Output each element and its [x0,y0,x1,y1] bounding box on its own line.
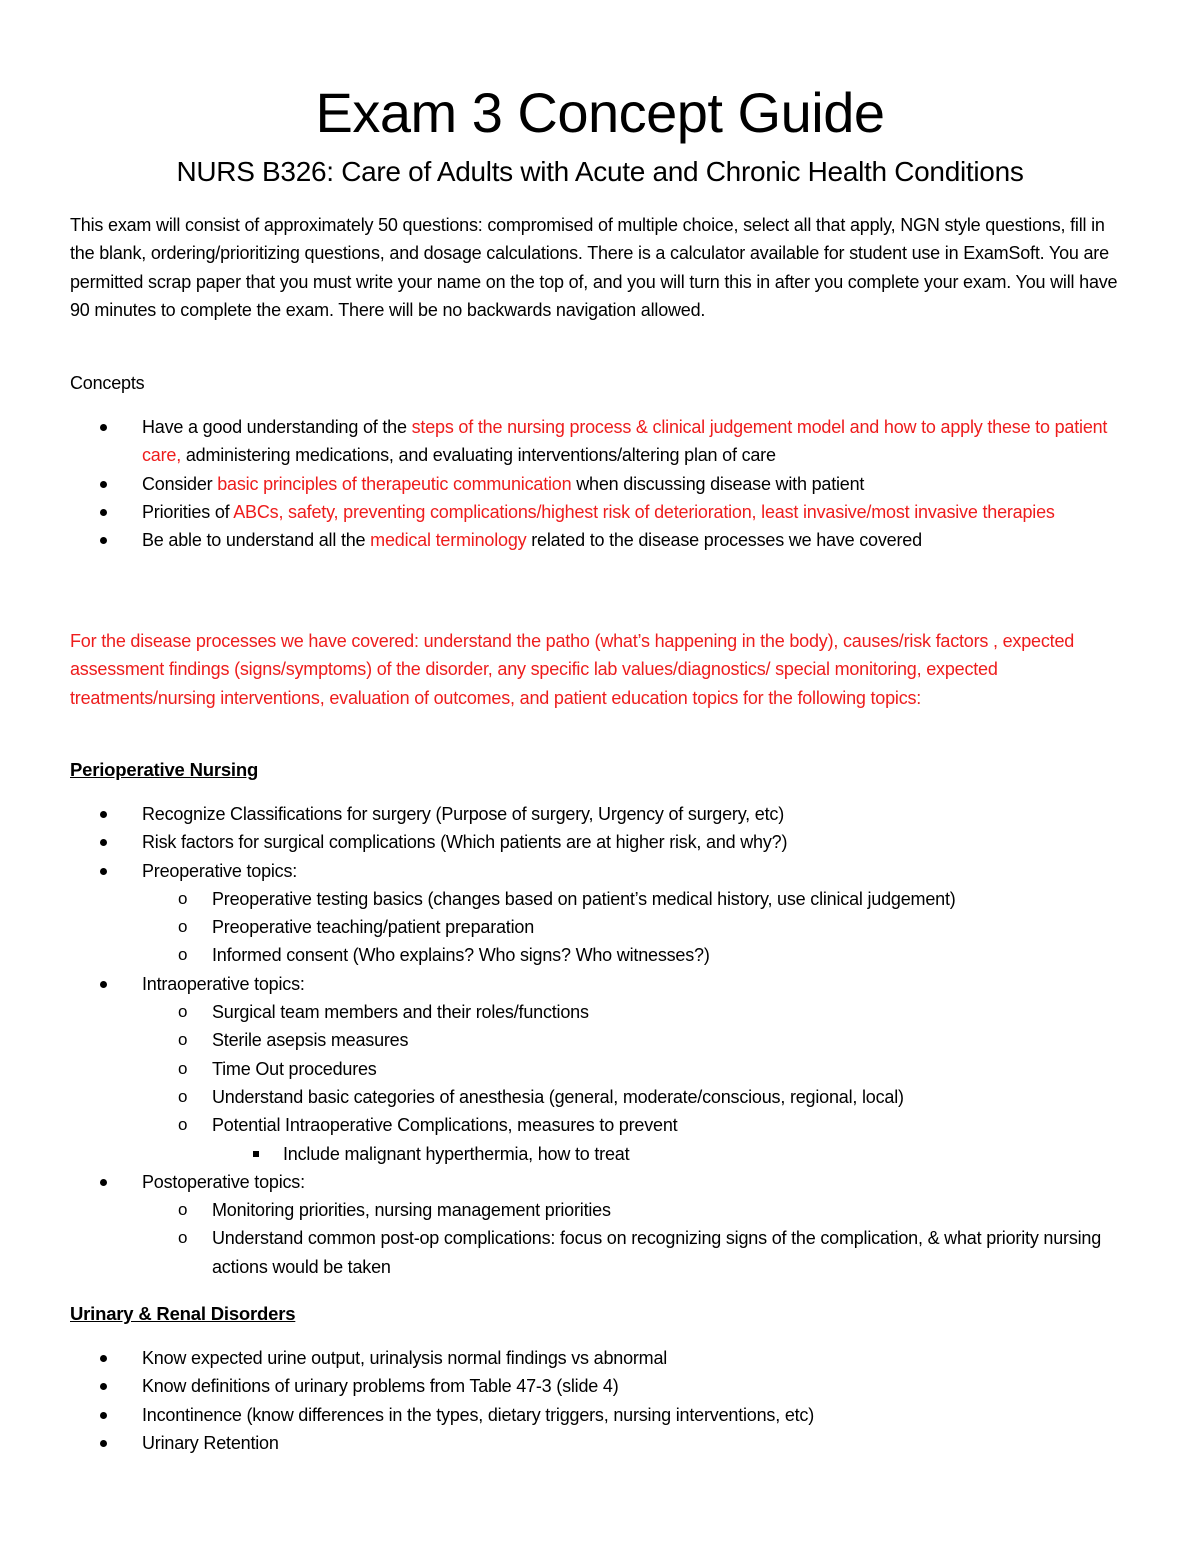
sublist-item-text: Time Out procedures [212,1058,377,1079]
sublist-item [142,1111,1130,1168]
bullet-icon [100,537,107,544]
bullet-icon [100,424,107,431]
bullet-icon [100,509,107,516]
sublist-item-text: Sterile asepsis measures [212,1030,409,1051]
intraoperative-sublist [142,998,1130,1168]
list-item [70,857,1130,970]
list-item [70,1429,1130,1457]
concept-emphasis: medical terminology [370,530,527,551]
circle-bullet-icon: o [178,917,188,937]
subsublist-item-text: Include malignant hyperthermia, how to treat [283,1143,630,1164]
intraoperative-complications-sublist [212,1140,1130,1168]
sublist-item-text: Surgical team members and their roles/functions [212,1002,589,1023]
circle-bullet-icon: o [178,1086,188,1106]
concept-text: Be able to understand all the [142,530,371,551]
concept-emphasis: basic principles of therapeutic communication [217,473,572,494]
concept-item [70,470,1130,498]
concept-text: Priorities of [142,501,234,522]
list-item-text: Incontinence (know differences in the types, dietary triggers, nursing interventions, etc) [142,1404,815,1425]
document-title: Exam 3 Concept Guide [315,81,885,144]
concept-text: administering medications, and evaluating interventions/altering plan of care [181,445,776,466]
sublist-item-text: Potential Intraoperative Complications, measures to prevent [212,1115,678,1136]
bullet-icon [100,1383,107,1390]
preoperative-sublist [142,885,1130,970]
concept-emphasis: ABCs, safety, preventing complications/highest risk of deterioration, least invasive/most invasive therapies [233,501,1055,522]
section-heading-perioperative: Perioperative Nursing [70,759,259,780]
sublist-item-text: Preoperative teaching/patient preparation [212,917,535,938]
concept-text: when discussing disease with patient [571,473,865,494]
bullet-icon [100,1412,107,1419]
sublist-item [142,998,1130,1026]
sublist-item [142,885,1130,913]
sublist-item-text: Monitoring priorities, nursing management priorities [212,1200,611,1221]
sublist-item-text: Understand common post-op complications: focus on recognizing signs of the complication, & what priority nursing actions would be taken [212,1228,1102,1277]
concept-emphasis: steps of the nursing process & clinical judgement model and how to apply these to patient care, [142,417,1108,466]
sublist-item [142,1196,1130,1224]
list-item-text: Urinary Retention [142,1432,279,1453]
sublist-item [142,1083,1130,1111]
bullet-icon [100,868,107,875]
bullet-icon [100,811,107,818]
concept-item [70,413,1130,470]
concept-item [70,498,1130,526]
concepts-list [70,413,1130,554]
list-item [70,828,1130,856]
circle-bullet-icon: o [178,1228,188,1248]
circle-bullet-icon: o [178,1002,188,1022]
sublist-item [142,1224,1130,1281]
sublist-item [142,913,1130,941]
sublist-item [142,1026,1130,1054]
bullet-icon [100,1179,107,1186]
concept-text: Have a good understanding of the [142,417,412,437]
list-item-text: Know expected urine output, urinalysis normal findings vs abnormal [142,1348,668,1368]
square-bullet-icon [253,1151,259,1157]
sublist-item-text: Preoperative testing basics (changes based on patient’s medical history, use clinical judgement) [212,888,956,909]
list-item [70,800,1130,828]
list-item [70,1401,1130,1429]
list-item-text: Preoperative topics: [142,860,298,881]
list-item-text: Intraoperative topics: [142,973,305,994]
list-item [70,970,1130,1168]
bullet-icon [100,481,107,488]
list-item-text: Risk factors for surgical complications (Which patients are at higher risk, and why?) [142,832,788,853]
circle-bullet-icon: o [178,945,188,965]
disease-process-note: For the disease processes we have covered: understand the patho (what’s happening in the body), causes/risk factors , expected assessment findings (signs/symptoms) of the disorder, any specific lab values/diagnostics/ special monitoring, expected treatments/nursing interventions, evaluation of outcomes, and patient education topics for the following topics: [70,631,1075,708]
bullet-icon [100,1355,107,1362]
list-item-text: Postoperative topics: [142,1171,305,1192]
circle-bullet-icon: o [178,1030,188,1050]
bullet-icon [100,839,107,846]
document-subtitle: NURS B326: Care of Adults with Acute and Chronic Health Conditions [176,156,1024,187]
list-item-text: Recognize Classifications for surgery (Purpose of surgery, Urgency of surgery, etc) [142,804,784,824]
postoperative-sublist [142,1196,1130,1281]
circle-bullet-icon: o [178,1200,188,1220]
circle-bullet-icon: o [178,1115,188,1135]
sublist-item-text: Understand basic categories of anesthesia (general, moderate/conscious, regional, local) [212,1086,904,1107]
sublist-item [142,1055,1130,1083]
intro-paragraph: This exam will consist of approximately 50 questions: compromised of multiple choice, select all that apply, NGN style questions, fill in the blank, ordering/prioritizing questions, and dosage calculations. There is a calculator available for student use in ExamSoft. You are permitted scrap paper that you must write your name on the top of, and you will turn this in after you complete your exam. You will have 90 minutes to complete the exam. There will be no backwards navigation allowed. [70,215,1118,320]
concept-text: Consider [142,473,218,494]
concepts-label: Concepts [70,373,145,393]
concept-item [70,526,1130,554]
section-heading-urinary: Urinary & Renal Disorders [70,1303,296,1324]
bullet-icon [100,1440,107,1447]
concept-text: related to the disease processes we have covered [526,530,922,551]
list-item [70,1372,1130,1400]
list-item [70,1168,1130,1281]
perioperative-list [70,800,1130,1281]
circle-bullet-icon: o [178,888,188,908]
urinary-list [70,1344,1130,1457]
list-item-text: Know definitions of urinary problems from Table 47-3 (slide 4) [142,1376,619,1397]
circle-bullet-icon: o [178,1058,188,1078]
sublist-item-text: Informed consent (Who explains? Who signs? Who witnesses?) [212,945,710,966]
bullet-icon [100,981,107,988]
sublist-item [142,941,1130,969]
subsublist-item [212,1140,1130,1168]
list-item [70,1344,1130,1372]
